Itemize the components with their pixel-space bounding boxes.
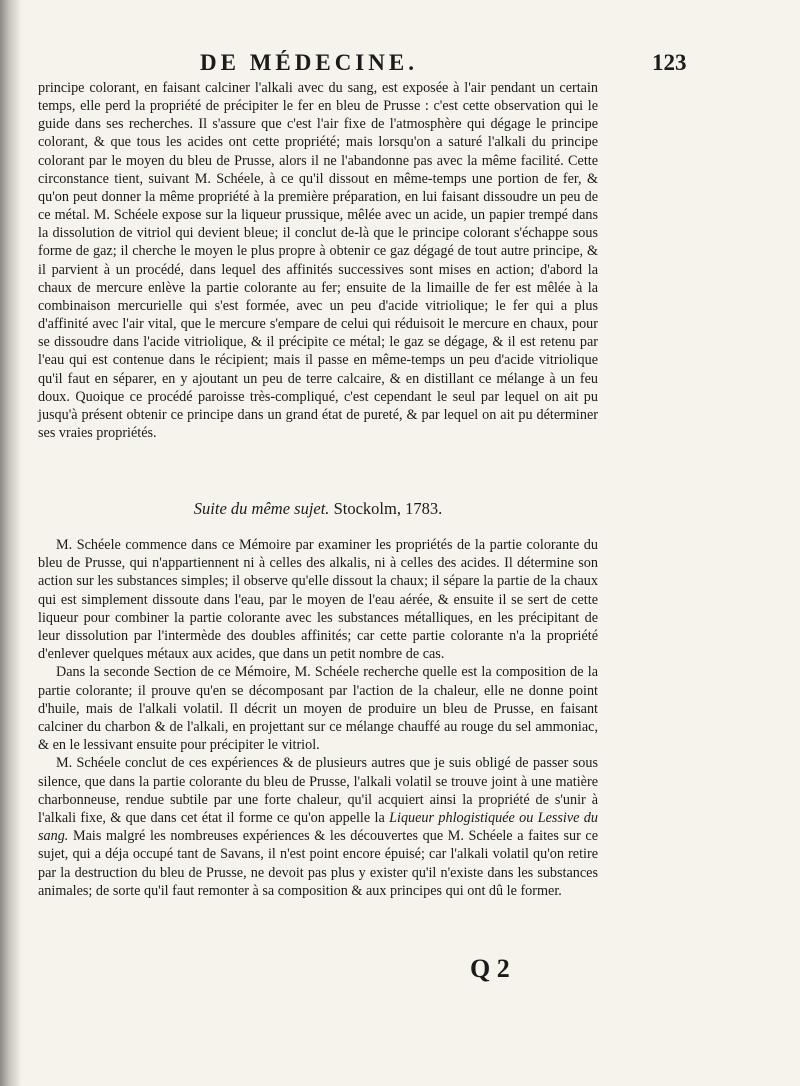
section-title-rest: Stockolm, 1783. <box>329 499 443 518</box>
section-title-italic: Suite du même sujet. <box>193 499 330 518</box>
paragraph-4-end: Mais malgré les nombreuses expériences & les découvertes que M. Schéele a faites sur ce sujet, qui a déja occupé tant de Savans, il n'est point encore épuisé; car l'alkali volatil qu'on retire par la destruction du bleu de Prusse, ne devoit pas plus y exister qu'il n'existe dans les substances animales; de sorte qu'il faut remonter à sa composition & aux principes qui ont dû le former. <box>38 828 598 899</box>
paragraph-4-italic: Liqueur phlogistiquée ou Lessive du sang. <box>38 810 598 845</box>
section-title <box>38 499 598 519</box>
page-header <box>40 50 700 78</box>
text-block-top <box>38 79 598 442</box>
binding-shadow <box>0 0 22 1086</box>
running-head: DE MÉDECINE. <box>200 50 418 75</box>
paragraph-4 <box>38 754 598 900</box>
paragraph-1: principe colorant, en faisant calciner l'alkali avec du sang, est exposée à l'air pendant un certain temps, elle perd la propriété de précipiter le fer en bleu de Prusse : c'est cette observation qui le guide dans ses recherches. Il s'assure que c'est l'air fixe de l'atmosphère qui dégage le principe colorant, & que tous les acides ont cette propriété; mais lorsqu'on a saturé l'alkali du principe colorant par le moyen du bleu de Prusse, alors il ne l'abandonne pas avec la même facilité. Cette circonstance tient, suivant M. Schéele, à ce qu'il dissout en même-temps une portion de fer, & qu'on peut donner la même propriété à la première préparation, en lui faisant dissoudre un peu de ce métal. M. Schéele expose sur la liqueur prussique, mêlée avec un acide, un papier trempé dans la dissolution de vitriol qui devient bleue; il conclut de-là que le principe colorant s'échappe sous forme de gaz; il cherche le moyen le plus propre à obtenir ce gaz dégagé de tout autre principe, & il parvient à un procédé, dans lequel des affinités successives sont mises en action; d'abord la chaux de mercure enlève la partie colorante au fer; ensuite de la limaille de fer est mêlée à la combinaison mercurielle qui s'est formée, avec un peu d'acide vitriolique; le fer qui a plus d'affinité avec l'air vital, que le mercure s'empare de celui qui réduisoit le mercure en chaux, pour se dissoudre dans l'acide vitriolique, & il précipite ce métal; le gaz se dégage, & il est retenu par l'eau qui est contenue dans le récipient; mais il passe en même-temps un peu d'acide vitriolique qu'il faut en séparer, en y ajoutant un peu de terre calcaire, & en distillant ce mélange à un feu doux. Quoique ce procédé paroisse très-compliqué, c'est cependant le seul par lequel on ait pu jusqu'à présent obtenir ce principe dans un grand état de pureté, & par lequel on ait pu déterminer ses vraies propriétés. <box>38 80 598 441</box>
text-block-bottom <box>38 536 598 900</box>
paragraph-4-start: M. Schéele conclut de ces expériences & de plusieurs autres que je suis obligé de passer sous silence, que dans la partie colorante du bleu de Prusse, l'alkali volatil se trouve joint à une matière charbonneuse, rendue subtile par une forte chaleur, qu'il acquiert ainsi la propriété de s'unir à l'alkali fixe, & que dans cet état il forme ce qu'on appelle la <box>38 755 598 827</box>
page-number: 123 <box>652 50 687 75</box>
paragraph-2: M. Schéele commence dans ce Mémoire par examiner les propriétés de la partie colorante du bleu de Prusse, qui n'appartiennent ni à celles des alkalis, ni à celles des acides. Il détermine son action sur les substances simples; il observe qu'elle dissout la chaux; il sépare la partie de la chaux qui est simplement dissoute dans l'eau, par le moyen de l'eau aérée, & ensuite il se sert de cette liqueur pour combiner la partie colorante avec les substances métalliques, en les précipitant de leur dissolution par l'intermède des doubles affinités; car cette partie colorante n'a la propriété d'enlever quelques métaux aux acides, que dans un petit nombre de cas. <box>38 537 598 663</box>
paragraph-3: Dans la seconde Section de ce Mémoire, M. Schéele recherche quelle est la composition de la partie colorante; il prouve qu'en se décomposant par l'action de la chaleur, elle ne donne point d'huile, mais de l'alkali volatil. Il décrit un moyen de produire un bleu de Prusse, en faisant calciner du charbon & de l'alkali, en projettant sur ce mélange chauffé au rouge du sel ammoniac, & en le lessivant ensuite pour précipiter le vitriol. <box>38 664 598 754</box>
signature-mark: Q 2 <box>470 954 510 983</box>
